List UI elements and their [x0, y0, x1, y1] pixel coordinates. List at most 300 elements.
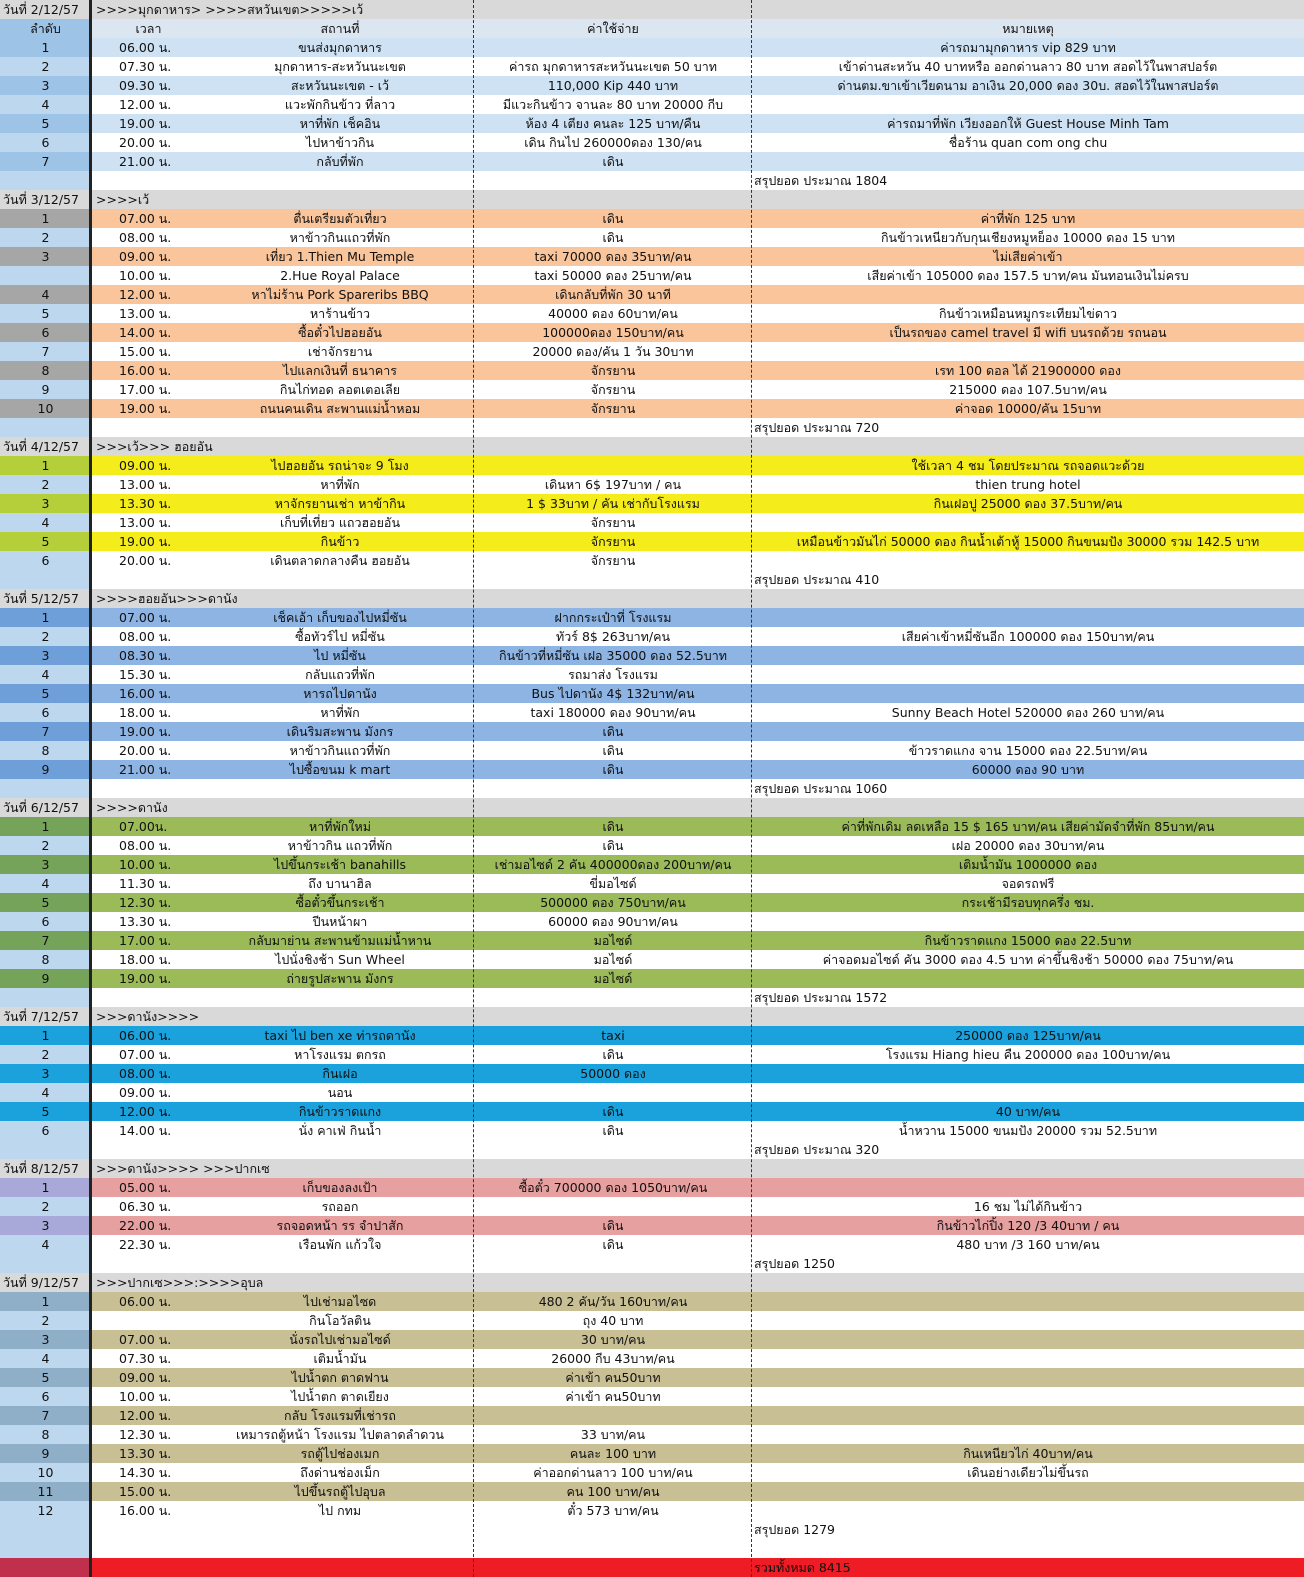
time-cell[interactable]: 12.30 น. [119, 895, 172, 910]
day-date-cell[interactable]: วันที่ 8/12/57 [0, 1159, 93, 1178]
note-cell[interactable]: ข้าวราดแกง จาน 15000 ดอง 22.5บาท/คน [908, 743, 1148, 758]
time-cell[interactable]: 07.30 น. [119, 1351, 172, 1366]
time-cell[interactable] [91, 1311, 206, 1330]
expense-cell[interactable]: เดิน [602, 743, 624, 758]
note-cell[interactable]: thien trung hotel [975, 477, 1081, 492]
expense-cell[interactable]: taxi 70000 ดอง 35บาท/คน [534, 249, 692, 264]
time-cell[interactable]: 12.00 น. [119, 97, 172, 112]
note-cell[interactable] [752, 646, 1304, 665]
header-order[interactable]: ลำดับ [0, 19, 91, 38]
note-cell[interactable] [752, 665, 1304, 684]
order-cell[interactable]: 1 [0, 456, 91, 475]
time-cell[interactable]: 12.00 น. [119, 1104, 172, 1119]
order-cell[interactable]: 1 [0, 1178, 91, 1197]
expense-cell[interactable]: 500000 ดอง 750บาท/คน [540, 895, 686, 910]
place-cell[interactable]: ไปเช่ามอไซด [303, 1294, 377, 1309]
note-cell[interactable]: ค่าที่พักเดิม ลดเหลือ 15 $ 165 บาท/คน เสียค่ามัดจำที่พัก 85บาท/คน [841, 819, 1215, 834]
day-route-cell[interactable]: >>>ปากเซ>>>:>>>>อุบล [96, 1275, 264, 1290]
order-cell[interactable]: 8 [0, 741, 91, 760]
time-cell[interactable]: 08.00 น. [119, 230, 172, 245]
place-cell[interactable]: หาที่พัก [320, 705, 360, 720]
place-cell[interactable]: ไปแลกเงินที่ ธนาคาร [283, 363, 397, 378]
place-cell[interactable]: ไปซื้อขนม k mart [289, 762, 391, 777]
note-cell[interactable]: โรงแรม Hiang hieu คืน 200000 ดอง 100บาท/คน [885, 1047, 1171, 1062]
place-cell[interactable]: ถึงด่านช่องเม็ก [300, 1465, 380, 1480]
day-total-cell[interactable]: สรุปยอด ประมาณ 1572 [754, 990, 888, 1005]
expense-cell[interactable]: เดิน [602, 154, 624, 169]
time-cell[interactable]: 13.00 น. [119, 477, 172, 492]
note-cell[interactable]: กินข้าวราดแกง 15000 ดอง 22.5บาท [924, 933, 1132, 948]
place-cell[interactable]: ถ่ายรูปสะพาน มังกร [286, 971, 394, 986]
expense-cell[interactable]: ทัวร์ 8$ 263บาท/คน [556, 629, 670, 644]
time-cell[interactable]: 21.00 น. [119, 154, 172, 169]
place-cell[interactable]: ซื้อตั๋วขึ้นกระเช้า [295, 895, 385, 910]
expense-cell[interactable]: เดิน [602, 838, 624, 853]
order-cell[interactable]: 1 [0, 209, 91, 228]
time-cell[interactable]: 20.00 น. [119, 743, 172, 758]
time-cell[interactable]: 13.00 น. [119, 306, 172, 321]
note-cell[interactable] [752, 1330, 1304, 1349]
expense-cell[interactable]: 30 บาท/คน [580, 1332, 646, 1347]
day-route-cell[interactable]: >>>>ดานัง [96, 800, 168, 815]
expense-cell[interactable]: จักรยาน [590, 534, 636, 549]
time-cell[interactable]: 17.00 น. [119, 933, 172, 948]
time-cell[interactable]: 07.00 น. [119, 610, 172, 625]
order-cell[interactable]: 4 [0, 285, 91, 304]
place-cell[interactable]: หาที่พัก เช็คอิน [299, 116, 381, 131]
order-cell[interactable]: 5 [0, 532, 91, 551]
note-cell[interactable]: เฝอ 20000 ดอง 30บาท/คน [951, 838, 1105, 853]
expense-cell[interactable]: ค่าออกด่านลาว 100 บาท/คน [533, 1465, 693, 1480]
place-cell[interactable]: เช็คเอ้า เก็บของไปหมี่ซัน [273, 610, 407, 625]
order-cell[interactable]: 1 [0, 817, 91, 836]
place-cell[interactable]: ไป กทม [318, 1503, 362, 1518]
order-cell[interactable]: 6 [0, 703, 91, 722]
place-cell[interactable]: หาข้าวกินแถวที่พัก [289, 743, 391, 758]
place-cell[interactable]: ถนนคนเดิน สะพานแม่น้ำหอม [259, 401, 421, 416]
day-route-cell[interactable]: >>>>มุกดาหาร> >>>>สหวันเขต>>>>>เว้ [96, 2, 364, 17]
note-cell[interactable] [752, 1178, 1304, 1197]
place-cell[interactable]: นั่ง คาเฟ่ กินน้ำ [298, 1123, 382, 1138]
time-cell[interactable]: 07.00 น. [119, 1332, 172, 1347]
place-cell[interactable]: สะหวันนะเขต - เว้ [290, 78, 390, 93]
expense-cell[interactable]: 26000 กีบ 43บาท/คน [551, 1351, 675, 1366]
time-cell[interactable]: 06.00 น. [119, 1028, 172, 1043]
expense-cell[interactable]: ฝากกระเป๋าที่ โรงแรม [554, 610, 672, 625]
expense-cell[interactable]: จักรยาน [590, 553, 636, 568]
order-cell[interactable]: 4 [0, 1235, 91, 1254]
note-cell[interactable]: น้ำหวาน 15000 ขนมปัง 20000 รวม 52.5บาท [898, 1123, 1158, 1138]
header-expense[interactable]: ค่าใช้จ่าย [587, 21, 639, 36]
place-cell[interactable]: รถจอดหน้า รร จำปาสัก [276, 1218, 404, 1233]
time-cell[interactable]: 18.00 น. [119, 952, 172, 967]
expense-cell[interactable]: มอไซด์ [593, 971, 633, 986]
note-cell[interactable] [752, 684, 1304, 703]
order-cell[interactable]: 3 [0, 1064, 91, 1083]
order-cell[interactable]: 3 [0, 1216, 91, 1235]
time-cell[interactable]: 07.30 น. [119, 59, 172, 74]
note-cell[interactable] [752, 152, 1304, 171]
note-cell[interactable]: กินเหนียวไก่ 40บาท/คน [963, 1446, 1093, 1461]
place-cell[interactable]: เหมารถตู้หน้า โรงแรม ไปตลาดลำดวน [236, 1427, 444, 1442]
place-cell[interactable]: ไปขึ้นรถตู้ไปอุบล [294, 1484, 386, 1499]
place-cell[interactable]: หาข้าวกิน แถวที่พัก [287, 838, 393, 853]
place-cell[interactable]: กินเฝอ [322, 1066, 358, 1081]
note-cell[interactable]: ใช้เวลา 4 ชม โดยประมาณ รถจอดแวะด้วย [911, 458, 1145, 473]
expense-cell[interactable]: เดิน [602, 724, 624, 739]
time-cell[interactable]: 21.00 น. [119, 762, 172, 777]
place-cell[interactable]: กลับ โรงแรมที่เช่ารถ [284, 1408, 396, 1423]
note-cell[interactable] [752, 342, 1304, 361]
expense-cell[interactable]: เดิน [602, 819, 624, 834]
order-cell[interactable]: 5 [0, 893, 91, 912]
time-cell[interactable]: 22.30 น. [119, 1237, 172, 1252]
time-cell[interactable]: 15.00 น. [119, 1484, 172, 1499]
expense-cell[interactable]: จักรยาน [590, 515, 636, 530]
header-place[interactable]: สถานที่ [320, 21, 360, 36]
place-cell[interactable]: นอน [327, 1085, 353, 1100]
time-cell[interactable]: 08.00 น. [119, 838, 172, 853]
order-cell[interactable]: 9 [0, 760, 91, 779]
expense-cell[interactable]: 1 $ 33บาท / คัน เช่ากับโรงแรม [526, 496, 700, 511]
day-total-cell[interactable]: สรุปยอด ประมาณ 410 [754, 572, 880, 587]
day-total-cell[interactable]: สรุปยอด 1279 [754, 1522, 836, 1537]
place-cell[interactable]: เช่าจักรยาน [307, 344, 373, 359]
order-cell[interactable]: 12 [0, 1501, 91, 1520]
expense-cell[interactable]: ค่าเข้า คน50บาท [565, 1370, 661, 1385]
order-cell[interactable]: 1 [0, 1026, 91, 1045]
time-cell[interactable]: 16.00 น. [119, 686, 172, 701]
place-cell[interactable]: เก็บของลงเป้า [302, 1180, 378, 1195]
time-cell[interactable]: 05.00 น. [119, 1180, 172, 1195]
order-cell[interactable] [0, 418, 91, 437]
order-cell[interactable]: 6 [0, 133, 91, 152]
expense-cell[interactable]: เดิน [602, 1218, 624, 1233]
place-cell[interactable]: นั่งรถไปเช่ามอไซด์ [289, 1332, 391, 1347]
time-cell[interactable]: 20.00 น. [119, 135, 172, 150]
place-cell[interactable]: หาที่พัก [320, 477, 360, 492]
order-cell[interactable]: 6 [0, 1387, 91, 1406]
expense-cell[interactable]: จักรยาน [590, 401, 636, 416]
order-cell[interactable]: 5 [0, 1102, 91, 1121]
order-cell[interactable]: 1 [0, 608, 91, 627]
note-cell[interactable]: เรท 100 ดอล ได้ 21900000 ดอง [935, 363, 1121, 378]
note-cell[interactable]: กินข้าวเหมือนหมูกระเทียมไข่ดาว [938, 306, 1118, 321]
time-cell[interactable]: 07.00 น. [119, 1047, 172, 1062]
place-cell[interactable]: ไปนั่งชิงช้า Sun Wheel [275, 952, 405, 967]
order-cell[interactable] [0, 1520, 91, 1539]
place-cell[interactable]: เติมน้ำมัน [313, 1351, 367, 1366]
expense-cell[interactable]: ห้อง 4 เตียง คนละ 125 บาท/คืน [525, 116, 701, 131]
note-cell[interactable] [752, 1482, 1304, 1501]
expense-cell[interactable]: เดิน [602, 762, 624, 777]
place-cell[interactable]: หาข้าวกินแถวที่พัก [289, 230, 391, 245]
place-cell[interactable]: เดินริมสะพาน มังกร [286, 724, 394, 739]
order-cell[interactable]: 4 [0, 95, 91, 114]
place-cell[interactable]: ขนส่งมุกดาหาร [298, 40, 382, 55]
time-cell[interactable]: 19.00 น. [119, 971, 172, 986]
order-cell[interactable]: 1 [0, 1292, 91, 1311]
time-cell[interactable]: 09.00 น. [119, 458, 172, 473]
place-cell[interactable]: เดินตลาดกลางคืน ฮอยอัน [270, 553, 410, 568]
expense-cell[interactable]: 33 บาท/คน [580, 1427, 646, 1442]
note-cell[interactable]: เติมน้ำมัน 1000000 ดอง [958, 857, 1098, 872]
note-cell[interactable] [752, 912, 1304, 931]
note-cell[interactable]: เป็นรถของ camel travel มี wifi บนรถด้วย รถนอน [889, 325, 1167, 340]
expense-cell[interactable]: ตั๋ว 573 บาท/คน [567, 1503, 659, 1518]
expense-cell[interactable]: taxi [601, 1028, 625, 1043]
day-date-cell[interactable]: วันที่ 2/12/57 [0, 0, 93, 19]
order-cell[interactable]: 9 [0, 1444, 91, 1463]
order-cell[interactable]: 5 [0, 114, 91, 133]
order-cell[interactable]: 3 [0, 76, 91, 95]
day-date-cell[interactable]: วันที่ 6/12/57 [0, 798, 93, 817]
place-cell[interactable]: ถึง บานาฮิล [308, 876, 372, 891]
time-cell[interactable]: 14.00 น. [119, 1123, 172, 1138]
note-cell[interactable] [752, 513, 1304, 532]
day-route-cell[interactable]: >>>เว้>>> ฮอยอัน [96, 439, 213, 454]
place-cell[interactable]: ไปน้ำตก ตาดฟาน [291, 1370, 389, 1385]
place-cell[interactable]: หาจักรยานเช่า หาข้ากิน [274, 496, 406, 511]
expense-cell[interactable] [474, 1406, 752, 1425]
time-cell[interactable]: 06.30 น. [119, 1199, 172, 1214]
time-cell[interactable]: 08.00 น. [119, 1066, 172, 1081]
expense-cell[interactable]: 40000 ดอง 60บาท/คน [548, 306, 678, 321]
order-cell[interactable] [0, 266, 91, 285]
order-cell[interactable] [0, 570, 91, 589]
time-cell[interactable]: 13.30 น. [119, 1446, 172, 1461]
note-cell[interactable] [752, 1083, 1304, 1102]
time-cell[interactable]: 06.00 น. [119, 40, 172, 55]
expense-cell[interactable]: 480 2 คัน/วัน 160บาท/คน [538, 1294, 688, 1309]
note-cell[interactable]: กินเฝอปู 25000 ดอง 37.5บาท/คน [933, 496, 1123, 511]
order-cell[interactable]: 5 [0, 684, 91, 703]
time-cell[interactable]: 18.00 น. [119, 705, 172, 720]
place-cell[interactable]: เที่ยว 1.Thien Mu Temple [265, 249, 415, 264]
note-cell[interactable] [752, 1349, 1304, 1368]
time-cell[interactable]: 12.00 น. [119, 287, 172, 302]
order-cell[interactable]: 6 [0, 1121, 91, 1140]
expense-cell[interactable]: จักรยาน [590, 382, 636, 397]
expense-cell[interactable]: 110,000 Kip 440 บาท [547, 78, 679, 93]
time-cell[interactable]: 19.00 น. [119, 116, 172, 131]
note-cell[interactable]: 16 ชม ไม่ได้กินข้าว [973, 1199, 1083, 1214]
day-route-cell[interactable]: >>>>เว้ [96, 192, 150, 207]
order-cell[interactable]: 9 [0, 380, 91, 399]
day-date-cell[interactable]: วันที่ 7/12/57 [0, 1007, 93, 1026]
order-cell[interactable]: 1 [0, 38, 91, 57]
day-date-cell[interactable]: วันที่ 9/12/57 [0, 1273, 93, 1292]
time-cell[interactable]: 09.00 น. [119, 249, 172, 264]
time-cell[interactable]: 22.00 น. [119, 1218, 172, 1233]
place-cell[interactable]: รถตู้ไปช่องเมก [300, 1446, 380, 1461]
time-cell[interactable]: 06.00 น. [119, 1294, 172, 1309]
expense-cell[interactable]: เดิน [602, 211, 624, 226]
note-cell[interactable]: ค่าจอดมอไซด์ คัน 3000 ดอง 4.5 บาท ค่าขึ้นชิงช้า 50000 ดอง 75บาท/คน [822, 952, 1234, 967]
expense-cell[interactable]: ค่าเข้า คน50บาท [565, 1389, 661, 1404]
time-cell[interactable]: 12.30 น. [119, 1427, 172, 1442]
day-total-cell[interactable]: สรุปยอด ประมาณ 720 [754, 420, 880, 435]
day-route-cell[interactable]: >>>>ฮอยอัน>>>ดานัง [96, 591, 238, 606]
time-cell[interactable]: 10.00 น. [119, 857, 172, 872]
note-cell[interactable]: ค่าที่พัก 125 บาท [980, 211, 1076, 226]
expense-cell[interactable]: 50000 ดอง [580, 1066, 646, 1081]
time-cell[interactable]: 13.30 น. [119, 496, 172, 511]
note-cell[interactable] [752, 1387, 1304, 1406]
note-cell[interactable] [752, 722, 1304, 741]
place-cell[interactable]: ตื่นเตรียมตัวเที่ยว [293, 211, 387, 226]
order-cell[interactable]: 7 [0, 722, 91, 741]
place-cell[interactable]: 2.Hue Royal Palace [280, 268, 400, 283]
place-cell[interactable]: หาที่พักใหม่ [309, 819, 371, 834]
place-cell[interactable]: กินข้าว [320, 534, 360, 549]
order-cell[interactable]: 10 [0, 399, 91, 418]
place-cell[interactable]: กลับที่พัก [316, 154, 364, 169]
order-cell[interactable]: 7 [0, 342, 91, 361]
place-cell[interactable]: ไปน้ำตก ตาดเยียง [291, 1389, 389, 1404]
note-cell[interactable] [752, 969, 1304, 988]
expense-cell[interactable]: เดิน [602, 1104, 624, 1119]
order-cell[interactable]: 11 [0, 1482, 91, 1501]
expense-cell[interactable]: จักรยาน [590, 363, 636, 378]
time-cell[interactable]: 08.00 น. [119, 629, 172, 644]
order-cell[interactable]: 3 [0, 646, 91, 665]
expense-cell[interactable]: คนละ 100 บาท [569, 1446, 657, 1461]
expense-cell[interactable]: ขี่มอไซด์ [589, 876, 637, 891]
order-cell[interactable]: 2 [0, 228, 91, 247]
order-cell[interactable]: 4 [0, 1349, 91, 1368]
order-cell[interactable]: 3 [0, 1330, 91, 1349]
order-cell[interactable]: 8 [0, 361, 91, 380]
time-cell[interactable]: 19.00 น. [119, 724, 172, 739]
order-cell[interactable]: 2 [0, 627, 91, 646]
place-cell[interactable]: taxi ไป ben xe ท่ารถดานัง [264, 1028, 416, 1043]
time-cell[interactable]: 12.00 น. [119, 1408, 172, 1423]
order-cell[interactable]: 2 [0, 475, 91, 494]
time-cell[interactable]: 15.30 น. [119, 667, 172, 682]
header-time[interactable]: เวลา [135, 21, 162, 36]
day-total-cell[interactable]: สรุปยอด ประมาณ 1804 [754, 173, 888, 188]
note-cell[interactable]: 40 บาท/คน [995, 1104, 1061, 1119]
day-date-cell[interactable]: วันที่ 4/12/57 [0, 437, 93, 456]
note-cell[interactable]: เสียค่าเข้า 105000 ดอง 157.5 บาท/คน มันทอนเงินไม่ครบ [867, 268, 1189, 283]
order-cell[interactable]: 7 [0, 1406, 91, 1425]
expense-cell[interactable] [474, 456, 752, 475]
header-note[interactable]: หมายเหตุ [1002, 21, 1054, 36]
expense-cell[interactable]: คน 100 บาท/คน [566, 1484, 660, 1499]
order-cell[interactable]: 6 [0, 323, 91, 342]
order-cell[interactable] [0, 1140, 91, 1159]
expense-cell[interactable]: 20000 ดอง/คัน 1 วัน 30บาท [532, 344, 694, 359]
order-cell[interactable]: 10 [0, 1463, 91, 1482]
day-route-cell[interactable]: >>>ดานัง>>>> [96, 1009, 200, 1024]
note-cell[interactable] [752, 1501, 1304, 1520]
place-cell[interactable]: รถออก [321, 1199, 359, 1214]
time-cell[interactable]: 16.00 น. [119, 1503, 172, 1518]
expense-cell[interactable] [474, 38, 752, 57]
time-cell[interactable]: 16.00 น. [119, 363, 172, 378]
order-cell[interactable]: 2 [0, 1311, 91, 1330]
expense-cell[interactable]: ซื้อตั๋ว 700000 ดอง 1050บาท/คน [518, 1180, 708, 1195]
place-cell[interactable]: ไปฮอยอัน รถน่าจะ 9 โมง [271, 458, 409, 473]
time-cell[interactable]: 11.30 น. [119, 876, 172, 891]
place-cell[interactable]: กลับมาย่าน สะพานข้ามแม่น้ำหาน [248, 933, 432, 948]
place-cell[interactable]: ไปขึ้นกระเช้า banahills [273, 857, 407, 872]
place-cell[interactable]: แวะพักกินข้าว ที่ลาว [284, 97, 396, 112]
note-cell[interactable]: ชื่อร้าน quan com ong chu [948, 135, 1108, 150]
expense-cell[interactable]: taxi 50000 ดอง 25บาท/คน [534, 268, 692, 283]
day-date-cell[interactable]: วันที่ 3/12/57 [0, 190, 93, 209]
day-route-cell[interactable]: >>>ดานัง>>>> >>>ปากเซ [96, 1161, 270, 1176]
note-cell[interactable] [752, 1425, 1304, 1444]
expense-cell[interactable]: เดิน กินไป 260000ดอง 130/คน [524, 135, 702, 150]
order-cell[interactable] [0, 779, 91, 798]
place-cell[interactable]: กลับแถวที่พัก [305, 667, 375, 682]
expense-cell[interactable]: รถมาส่ง โรงแรม [568, 667, 658, 682]
order-cell[interactable]: 5 [0, 304, 91, 323]
expense-cell[interactable]: ถุง 40 บาท [582, 1313, 644, 1328]
order-cell[interactable]: 4 [0, 665, 91, 684]
time-cell[interactable]: 20.00 น. [119, 553, 172, 568]
note-cell[interactable]: ด่านตม.ขาเข้าเวียดนาม อาเงิน 20,000 ดอง 30บ. สอดไว้ในพาสปอร์ต [837, 78, 1219, 93]
day-total-cell[interactable]: สรุปยอด ประมาณ 1060 [754, 781, 888, 796]
order-cell[interactable]: 4 [0, 874, 91, 893]
expense-cell[interactable]: เดิน [602, 230, 624, 245]
note-cell[interactable]: ไม่เสียค่าเข้า [993, 249, 1063, 264]
order-cell[interactable]: 3 [0, 247, 91, 266]
note-cell[interactable]: 60000 ดอง 90 บาท [971, 762, 1085, 777]
note-cell[interactable] [752, 285, 1304, 304]
order-cell[interactable]: 2 [0, 836, 91, 855]
order-cell[interactable]: 5 [0, 1368, 91, 1387]
expense-cell[interactable]: เดิน [602, 1237, 624, 1252]
order-cell[interactable]: 4 [0, 1083, 91, 1102]
expense-cell[interactable] [474, 1197, 752, 1216]
order-cell[interactable] [0, 1539, 91, 1558]
expense-cell[interactable]: มอไซด์ [593, 952, 633, 967]
expense-cell[interactable]: เดินกลับที่พัก 30 นาที [555, 287, 671, 302]
note-cell[interactable]: กินข้าวเหนียวกับกุนเชียงหมูหย็อง 10000 ดอง 15 บาท [880, 230, 1176, 245]
expense-cell[interactable]: มีแวะกินข้าว จานละ 80 บาท 20000 กีบ [502, 97, 724, 112]
place-cell[interactable]: ซื้อตั๋วไปฮอยอัน [298, 325, 382, 340]
place-cell[interactable]: หาโรงแรม ตกรถ [294, 1047, 386, 1062]
note-cell[interactable]: 215000 ดอง 107.5บาท/คน [949, 382, 1107, 397]
day-total-cell[interactable]: สรุปยอด ประมาณ 320 [754, 1142, 880, 1157]
time-cell[interactable]: 09.00 น. [119, 1085, 172, 1100]
order-cell[interactable]: 7 [0, 931, 91, 950]
expense-cell[interactable]: มอไซด์ [593, 933, 633, 948]
place-cell[interactable]: เรือนพัก แก้วใจ [298, 1237, 382, 1252]
expense-cell[interactable]: taxi 180000 ดอง 90บาท/คน [530, 705, 696, 720]
order-cell[interactable]: 9 [0, 969, 91, 988]
note-cell[interactable]: กระเช้ามีรอบทุกครึ่ง ชม. [961, 895, 1095, 910]
place-cell[interactable]: ไปหาข้าวกิน [305, 135, 375, 150]
grand-total-cell[interactable]: รวมทั้งหมด 8415 [754, 1560, 851, 1575]
day-date-cell[interactable]: วันที่ 5/12/57 [0, 589, 93, 608]
expense-cell[interactable]: 60000 ดอง 90บาท/คน [548, 914, 678, 929]
expense-cell[interactable]: 100000ดอง 150บาท/คน [542, 325, 684, 340]
place-cell[interactable]: กินไก่ทอด ลอตเตอเลีย [279, 382, 401, 397]
place-cell[interactable]: มุกดาหาร-สะหวันนะเขต [274, 59, 406, 74]
note-cell[interactable] [752, 1311, 1304, 1330]
note-cell[interactable]: เหมือนข้าวมันไก่ 50000 ดอง กินน้ำเต้าหู้ 15000 กินขนมปัง 30000 รวม 142.5 บาท [796, 534, 1260, 549]
time-cell[interactable]: 10.00 น. [119, 268, 172, 283]
order-cell[interactable]: 6 [0, 912, 91, 931]
order-cell[interactable]: 2 [0, 1045, 91, 1064]
order-cell[interactable]: 3 [0, 494, 91, 513]
time-cell[interactable]: 13.00 น. [119, 515, 172, 530]
time-cell[interactable]: 14.30 น. [119, 1465, 172, 1480]
